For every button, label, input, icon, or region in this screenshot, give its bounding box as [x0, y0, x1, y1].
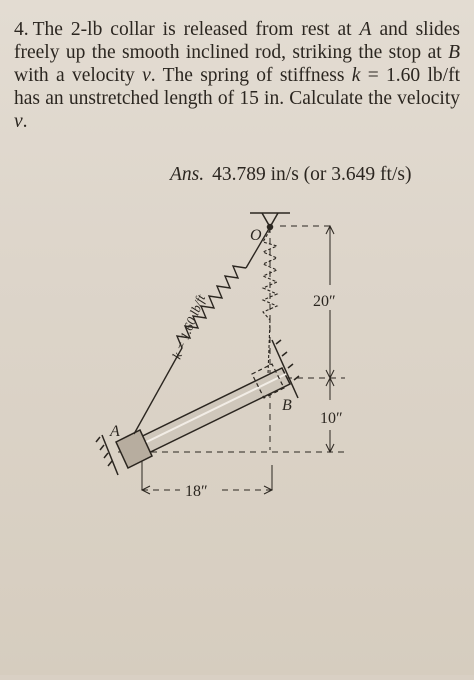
label-O: O — [250, 227, 262, 244]
problem-statement: 4. The 2-lb collar is released from rest at A and slides freely up the smooth inclined rod, striking the stop at B with a velocity v. The spring of stiffness k = 1.60 lb/ft has an unstretched length of 15 in. Calculate the velocity v. — [14, 19, 460, 132]
spring-stiffness-label: k = 1.60 lb/ft — [168, 292, 209, 362]
problem-number: 4. — [14, 19, 29, 40]
answer-value: 43.789 in/s (or 3.649 ft/s) — [212, 164, 412, 185]
dimension-20in: 20″ — [313, 293, 336, 310]
dimension-18in: 18″ — [185, 483, 208, 500]
figure-svg — [0, 190, 474, 675]
answer-line — [170, 163, 460, 186]
dimension-10in: 10″ — [320, 410, 343, 427]
collar-spring-figure — [0, 190, 474, 675]
support-A — [96, 435, 118, 475]
answer-label: Ans. — [170, 164, 205, 185]
label-B: B — [282, 397, 292, 414]
reference-lines — [118, 226, 345, 452]
label-A: A — [110, 423, 120, 440]
